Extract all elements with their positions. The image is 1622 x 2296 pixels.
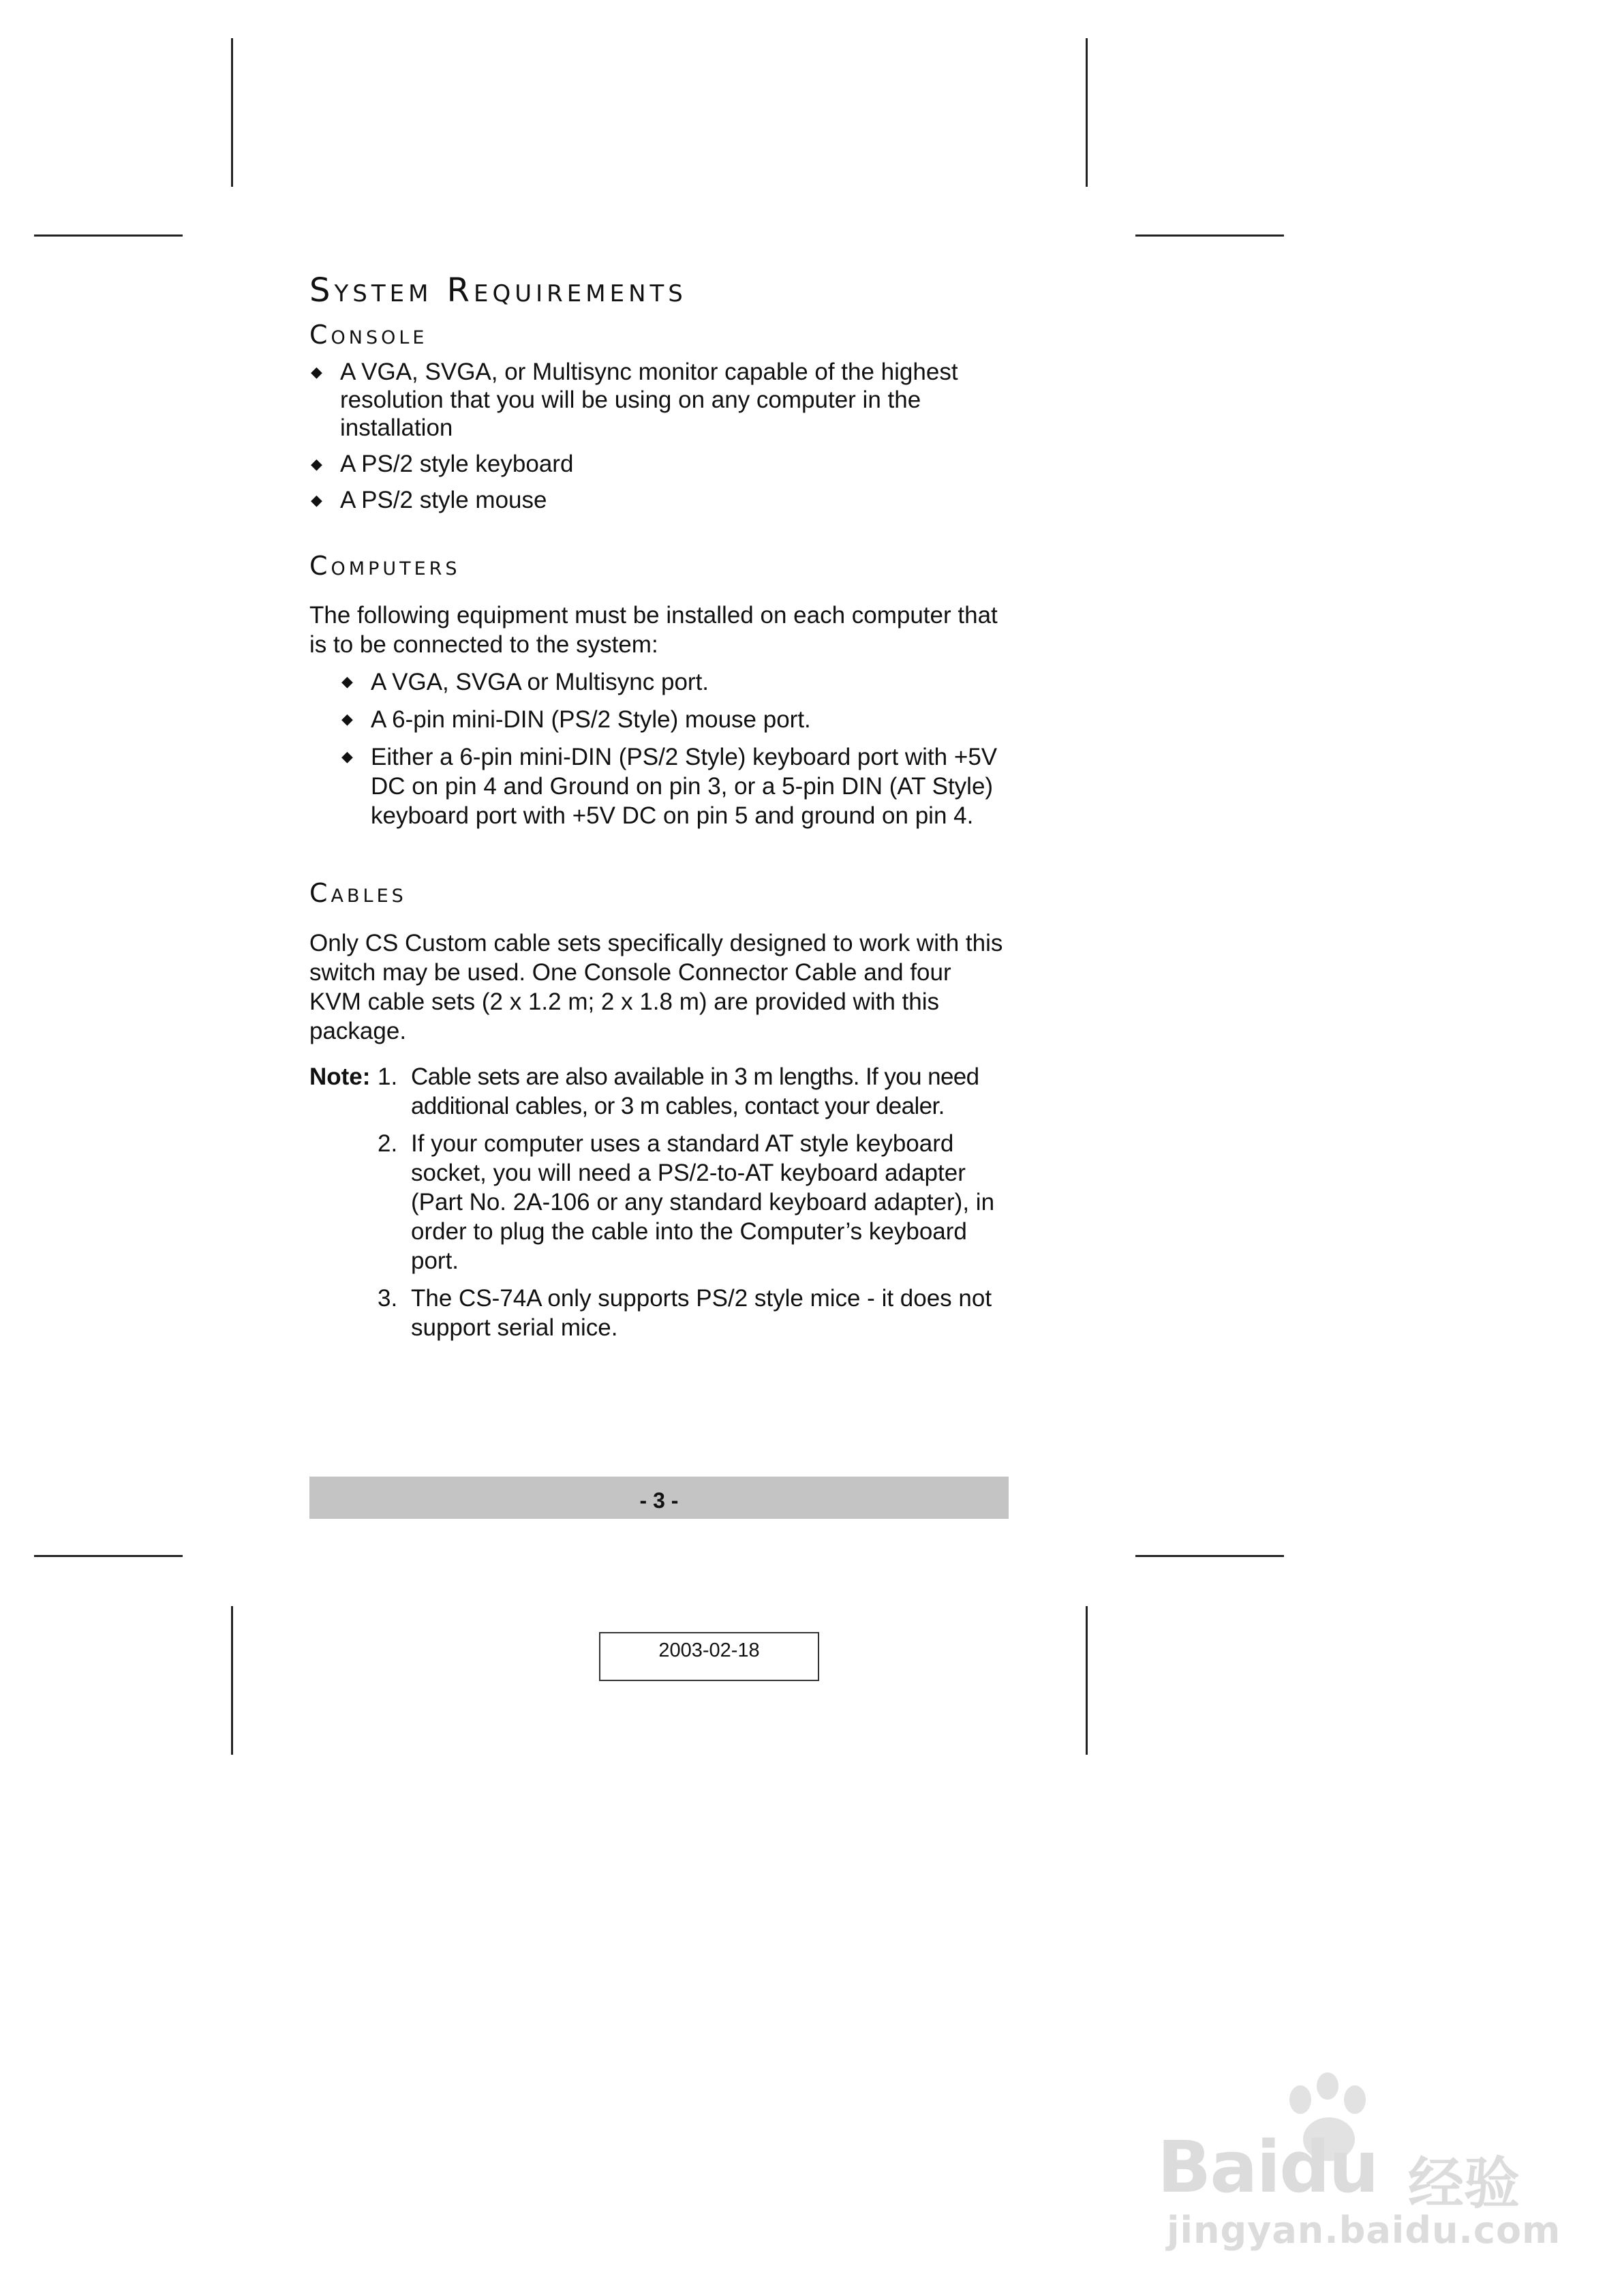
note-item — [309, 1129, 1009, 1275]
diamond-bullet-icon: ◆ — [341, 673, 353, 691]
crop-mark-bottom-left-vertical — [231, 1606, 233, 1755]
watermark-brand: Baidu — [1157, 2126, 1378, 2209]
list-item: ◆ A VGA, SVGA or Multisync port. — [341, 669, 709, 696]
note-text: Cable sets are also available in 3 m lengths. If you need additional cables, or 3 m cables, contact your dealer. — [411, 1063, 979, 1120]
note-text: If your computer uses a standard AT style keyboard socket, you will need a PS/2-to-AT keyboard adapter (Part No. 2A-106 or any standard keyboard adapter), in order to plug the cable into the Computer’s keyboard port. — [411, 1130, 995, 1275]
crop-mark-bottom-left-horizontal — [34, 1555, 183, 1557]
date-box — [599, 1632, 819, 1681]
date-text: 2003-02-18 — [658, 1640, 760, 1661]
list-item: ◆ A VGA, SVGA, or Multisync monitor capable of the highest resolution that you will be using on any computer in the installation — [311, 358, 958, 441]
diamond-bullet-icon: ◆ — [311, 491, 322, 509]
watermark-url: jingyan.baidu.com — [1167, 2209, 1561, 2252]
note-label: Note: — [309, 1063, 371, 1091]
crop-mark-bottom-right-horizontal — [1135, 1555, 1284, 1557]
note-number: 3. — [378, 1285, 398, 1312]
note-block — [309, 1062, 1009, 1342]
baidu-watermark — [1152, 2072, 1561, 2252]
console-heading: Console — [309, 319, 428, 350]
computers-list — [340, 667, 1009, 830]
crop-mark-top-right-vertical — [1086, 38, 1088, 187]
list-item: ◆ A PS/2 style keyboard — [311, 450, 574, 477]
page-number: - 3 - — [639, 1488, 679, 1513]
page-content — [309, 273, 1009, 1350]
page-title: System Requirements — [309, 271, 687, 309]
list-item: ◆ A 6-pin mini-DIN (PS/2 Style) mouse port. — [341, 706, 811, 734]
list-item: ◆ A PS/2 style mouse — [311, 486, 547, 513]
diamond-bullet-icon: ◆ — [311, 455, 322, 472]
computers-heading: Computers — [309, 550, 461, 581]
note-item — [309, 1062, 1009, 1121]
crop-mark-top-left-vertical — [231, 38, 233, 187]
console-list — [309, 358, 1009, 514]
computers-intro: The following equipment must be installed on each computer that is to be connected to the system: — [309, 602, 998, 659]
note-number: 1. — [378, 1063, 398, 1091]
crop-mark-bottom-right-vertical — [1086, 1606, 1088, 1755]
note-number: 2. — [378, 1130, 398, 1158]
cables-heading: Cables — [309, 878, 407, 909]
crop-mark-top-right-horizontal — [1135, 235, 1284, 237]
cables-intro: Only CS Custom cable sets specifically designed to work with this switch may be used. One Console Connector Cable and four KVM cable sets (2 x 1.2 m; 2 x 1.8 m) are provided with this package. — [309, 930, 1003, 1045]
list-item: ◆ Either a 6-pin mini-DIN (PS/2 Style) keyboard port with +5V DC on pin 4 and Ground on pin 3, or a 5-pin DIN (AT Style) keyboard port with +5V DC on pin 5 and ground on pin 4. — [341, 744, 998, 830]
diamond-bullet-icon: ◆ — [341, 710, 353, 728]
diamond-bullet-icon: ◆ — [311, 363, 322, 380]
crop-mark-top-left-horizontal — [34, 235, 183, 237]
note-text: The CS-74A only supports PS/2 style mice - it does not support serial mice. — [411, 1285, 992, 1342]
note-item — [309, 1284, 1009, 1342]
watermark-brand-cn: 经验 — [1408, 2151, 1520, 2216]
diamond-bullet-icon: ◆ — [341, 748, 353, 766]
page-number-bar — [309, 1477, 1009, 1519]
